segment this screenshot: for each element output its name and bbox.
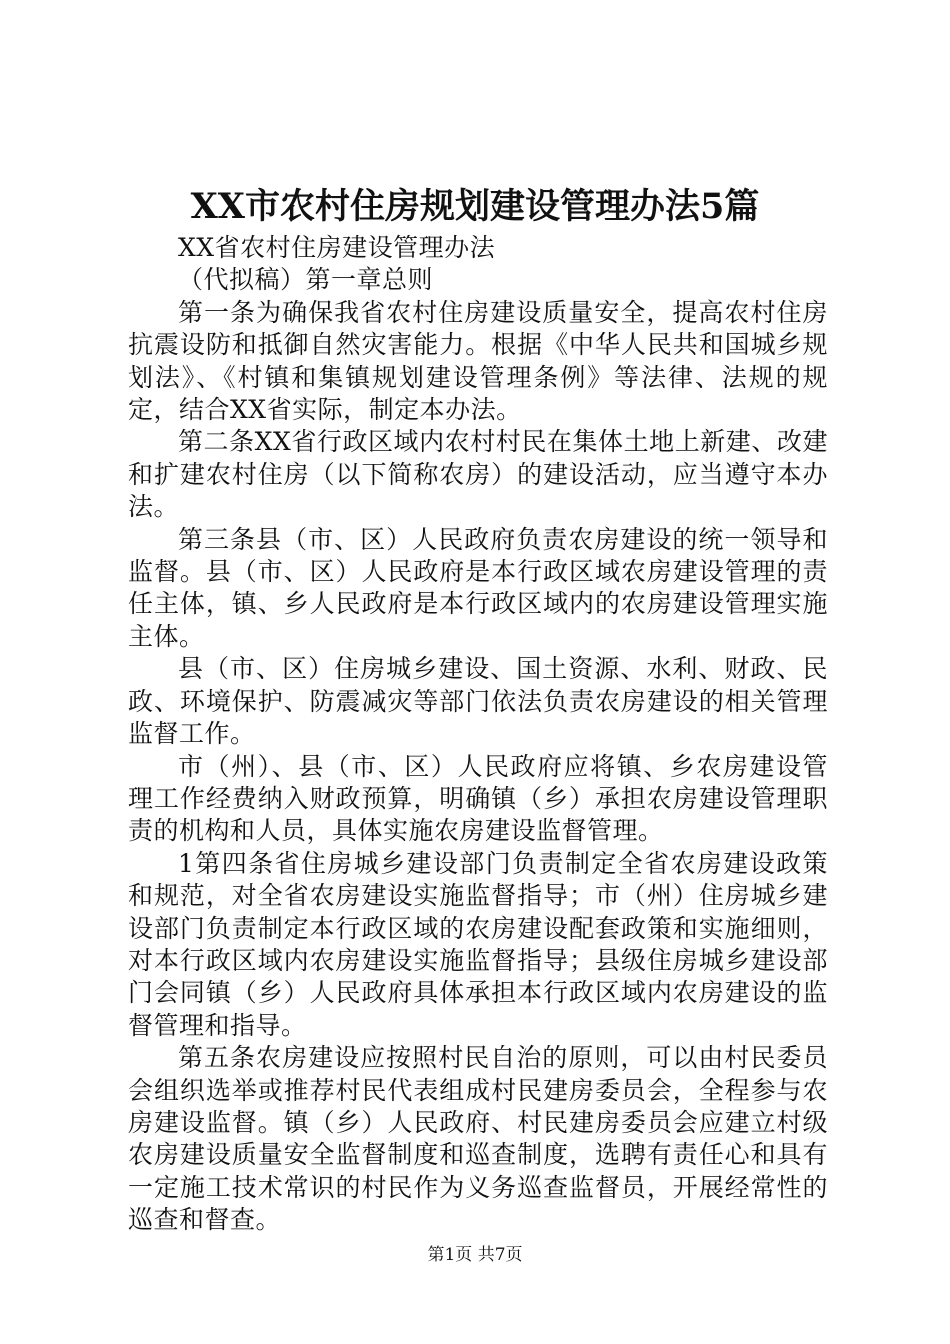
- paragraph-1: XX省农村住房建设管理办法: [178, 233, 496, 262]
- page-number-footer: 第1页 共7页: [427, 1245, 523, 1265]
- document-title: XX市农村住房规划建设管理办法5篇: [190, 186, 760, 227]
- paragraph-7: 市（州）、县（市、区）人民政府应将镇、乡农房建设管理工作经费纳入财政预算，明确镇（乡）承担农房建设管理职责的机构和人员，具体实施农房建设监督管理。: [128, 751, 828, 846]
- paragraph-5: 第三条县（市、区）人民政府负责农房建设的统一领导和监督。县（市、区）人民政府是本行政区域农房建设管理的责任主体，镇、乡人民政府是本行政区域内的农房建设管理实施主体。: [128, 524, 828, 651]
- paragraph-3: 第一条为确保我省农村住房建设质量安全，提高农村住房抗震设防和抵御自然灾害能力。根据《中华人民共和国城乡规划法》、《村镇和集镇规划建设管理条例》等法律、法规的规定，结合XX省实际，制定本办法。: [128, 297, 828, 425]
- paragraph-9: 第五条农房建设应按照村民自治的原则，可以由村民委员会组织选举或推荐村民代表组成村民建房委员会，全程参与农房建设监督。镇（乡）人民政府、村民建房委员会应建立村级农房建设质量安全监督制度和巡查制度，选聘有责任心和具有一定施工技术常识的村民作为义务巡查监督员，开展经常性的巡查和督查。: [128, 1043, 828, 1235]
- paragraph-2: （代拟稿）第一章总则: [178, 265, 434, 295]
- paragraph-4: 第二条XX省行政区域内农村村民在集体土地上新建、改建和扩建农村住房（以下简称农房）的建设活动，应当遵守本办法。: [128, 427, 828, 522]
- paragraph-6: 县（市、区）住房城乡建设、国土资源、水利、财政、民政、环境保护、防震减灾等部门依法负责农房建设的相关管理监督工作。: [128, 654, 828, 749]
- document-body: [128, 232, 828, 1237]
- paragraph-8: 1第四条省住房城乡建设部门负责制定全省农房建设政策和规范，对全省农房建设实施监督指导；市（州）住房城乡建设部门负责制定本行政区域的农房建设配套政策和实施细则，对本行政区域内农房建设实施监督指导；县级住房城乡建设部门会同镇（乡）人民政府具体承担本行政区域内农房建设的监督管理和指导。: [128, 848, 828, 1040]
